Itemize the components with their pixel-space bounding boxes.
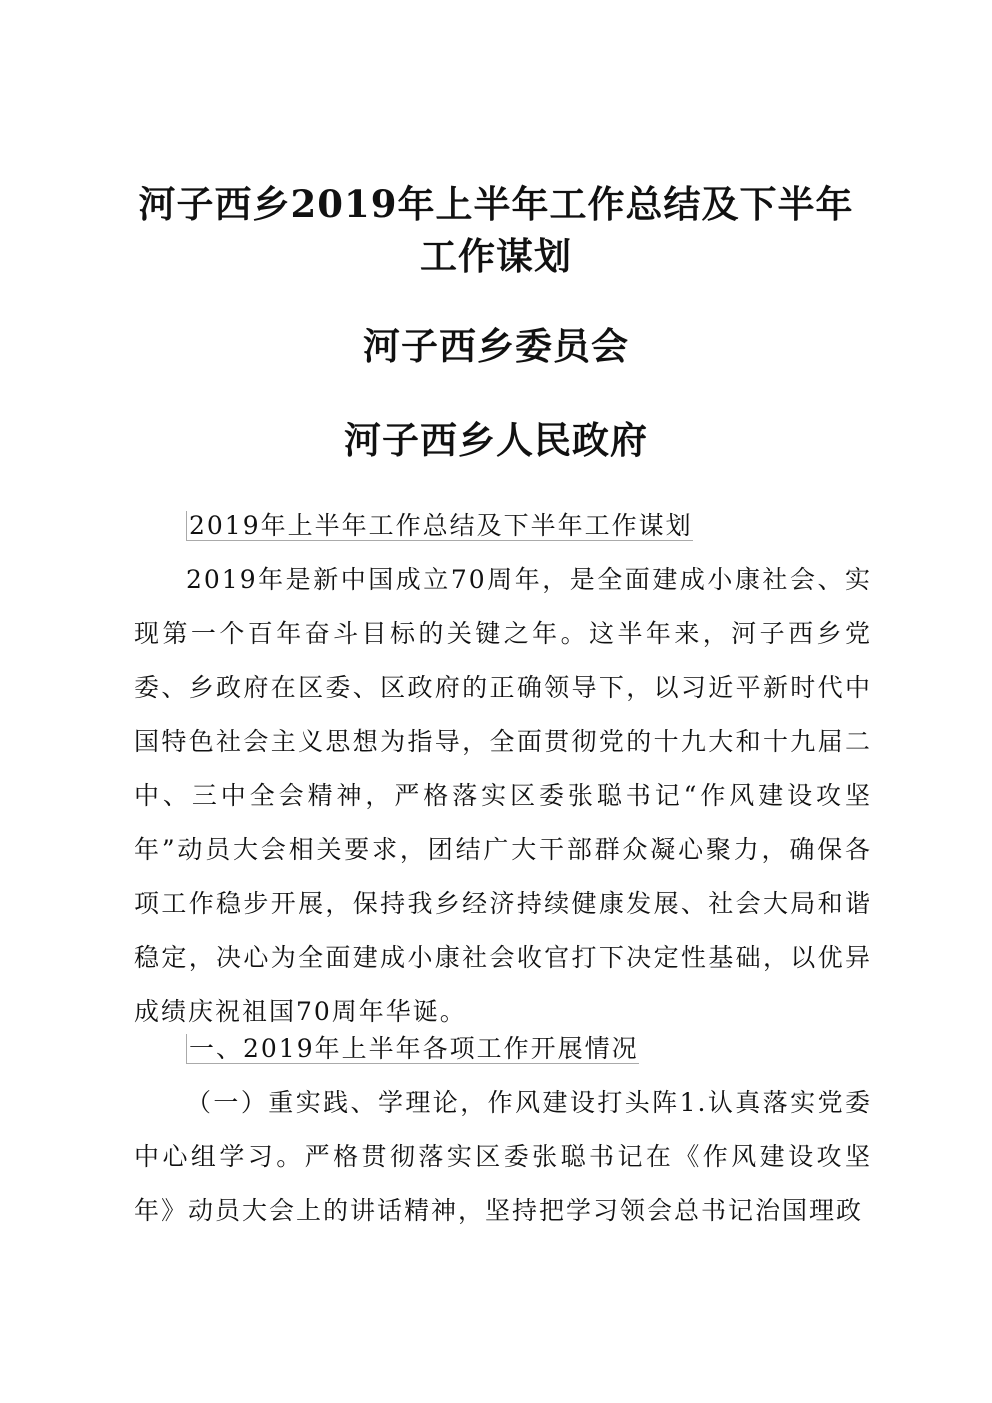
issuer-party-committee: 河子西乡委员会	[363, 324, 629, 368]
section-heading-text: 一、2019年上半年各项工作开展情况	[186, 1034, 639, 1064]
subtitle-text: 2019年上半年工作总结及下半年工作谋划	[186, 511, 693, 541]
intro-paragraph: 2019年是新中国成立70周年，是全面建成小康社会、实现第一个百年奋斗目标的关键之年。这半年来，河子西乡党委、乡政府在区委、区政府的正确领导下，以习近平新时代中国特色社会主义思想为指导，全面贯彻党的十九大和十九届二中、三中全会精神，严格落实区委张聪书记“作风建设攻坚年”动员大会相关要求，团结广大干部群众凝心聚力，确保各项工作稳步开展，保持我乡经济持续健康发展、社会大局和谐稳定，决心为全面建成小康社会收官打下决定性基础，以优异成绩庆祝祖国70周年华诞。	[134, 565, 872, 1026]
intro-section	[134, 553, 872, 1039]
section-heading	[186, 1022, 639, 1076]
section-one-content	[134, 1076, 872, 1238]
section-paragraph: （一）重实践、学理论，作风建设打头阵1.认真落实党委中心组学习。严格贯彻落实区委张聪书记在《作风建设攻坚年》动员大会上的讲话精神，坚持把学习领会总书记治国理政	[134, 1088, 872, 1225]
document-subtitle	[186, 499, 693, 553]
issuer-government: 河子西乡人民政府	[344, 418, 648, 462]
document-title: 河子西乡2019年上半年工作总结及下半年工作谋划	[138, 182, 854, 278]
